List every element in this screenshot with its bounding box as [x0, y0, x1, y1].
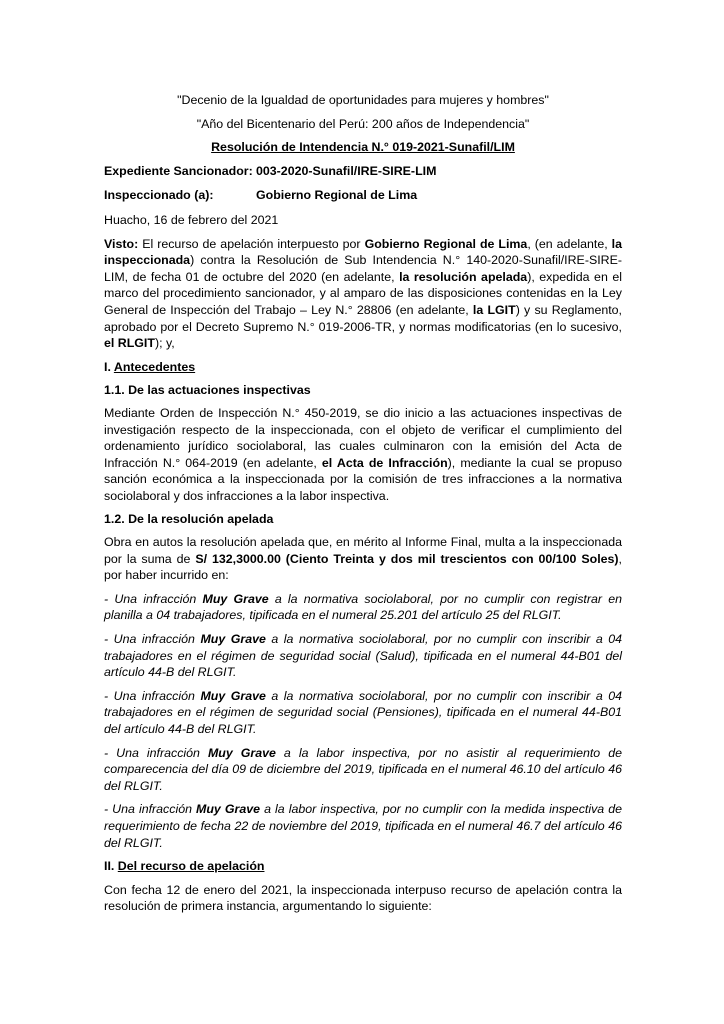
resolucion-paragraph — [104, 534, 622, 584]
year-motto: "Año del Bicentenario del Perú: 200 años de Independencia" — [196, 116, 530, 131]
section-recurso-heading — [104, 858, 622, 875]
severity-label: Muy Grave — [202, 591, 269, 606]
inspeccionado-value: Gobierno Regional de Lima — [256, 188, 418, 203]
severity-label: Muy Grave — [200, 688, 266, 703]
paragraph-text: Mediante Orden de Inspección N.° 450-2019, se dio inicio a las actuaciones inspectivas de investigación respecto de la inspeccionada, con el objeto de verificar el cumplimiento del ordenamiento jurídico sociolaboral, las cuales culminaron con la emisión del Acta de Infracción N.° 064-2019 (en adelante, — [104, 405, 622, 470]
item-text: - Una infracción — [104, 745, 208, 760]
visto-paragraph — [104, 236, 622, 352]
expediente-label: Expediente Sancionador: — [104, 163, 253, 178]
visto-bold: Gobierno Regional de Lima — [364, 236, 528, 251]
severity-label: Muy Grave — [207, 745, 276, 760]
visto-text: El recurso de apelación interpuesto por — [138, 236, 365, 251]
visto-text: ) y su Reglamento, aprobado por el Decreto Supremo N.° 019-2006-TR, y normas modificatorias (en lo sucesivo, — [104, 302, 622, 334]
infraction-item — [104, 801, 622, 851]
item-text: - Una infracción — [104, 802, 197, 817]
item-text: - Una infracción — [104, 632, 201, 647]
expediente-value: 003-2020-Sunafil/IRE-SIRE-LIM — [256, 163, 437, 178]
severity-label: Muy Grave — [196, 802, 261, 817]
paragraph-text: Obra en autos la resolución apelada que, en mérito al Informe Final, multa a la inspeccionada por la suma de — [104, 535, 622, 566]
infraction-item — [104, 745, 622, 795]
visto-text: ), expedida en el marco del procedimiento sancionador, y al amparo de las disposiciones contenidas en la Ley General de Inspección del Trabajo – Ley N.° 28806 (en adelante, — [104, 269, 622, 317]
visto-bold: la LGIT — [472, 302, 516, 317]
subsection-actuaciones-heading: 1.1. De las actuaciones inspectivas — [104, 383, 311, 398]
infraction-item — [104, 591, 622, 624]
recurso-paragraph: Con fecha 12 de enero del 2021, la inspeccionada interpuso recurso de apelación contra la resolución de primera instancia, argumentando lo siguiente: — [104, 882, 622, 914]
document-page — [104, 92, 622, 915]
fine-amount: S/ 132,3000.00 (Ciento Treinta y dos mil trescientos con 00/100 Soles) — [195, 551, 619, 566]
visto-bold: la resolución apelada — [399, 269, 528, 284]
item-text: - Una infracción — [104, 591, 203, 606]
actuaciones-paragraph — [104, 405, 622, 505]
decade-motto: "Decenio de la Igualdad de oportunidades para mujeres y hombres" — [177, 93, 549, 107]
visto-text: , (en adelante, — [527, 236, 612, 251]
item-text: a la labor inspectiva, por no cumplir con la medida inspectiva de requerimiento de fecha 22 de noviembre del 2019, tipificada en el numeral 46.7 del artículo 46 del RLGIT. — [104, 802, 623, 850]
infraction-item — [104, 631, 622, 681]
item-text: - Una infracción — [104, 688, 201, 703]
section-antecedentes-heading — [104, 359, 622, 376]
resolution-title: Resolución de Intendencia N.° 019-2021-Sunafil/LIM — [211, 140, 515, 155]
infraction-item — [104, 688, 622, 738]
item-text: a la normativa sociolaboral, por no cumplir con registrar en planilla a 04 trabajadores, tipificada en el numeral 25.201 del artículo 25 del RLGIT. — [104, 591, 622, 623]
visto-bold: el RLGIT — [104, 336, 155, 351]
paragraph-text: ), mediante la cual se propuso sanción económica a la inspeccionada por la comisión de tres infracciones a la normativa sociolaboral y dos infracciones a la labor inspectiva. — [104, 455, 622, 503]
inspeccionado-row — [104, 187, 622, 204]
item-text: a la labor inspectiva, por no asistir al requerimiento de comparecencia del día 09 de diciembre del 2019, tipificada en el numeral 46.10 del artículo 46 del RLGIT. — [104, 745, 622, 793]
place-date: Huacho, 16 de febrero del 2021 — [104, 212, 279, 227]
visto-label: Visto: — [104, 236, 139, 251]
paragraph-text: , por haber incurrido en: — [104, 551, 622, 583]
inspeccionado-label: Inspeccionado (a): — [104, 188, 214, 203]
paragraph-bold: el Acta de Infracción — [321, 455, 448, 470]
item-text: a la normativa sociolaboral, por no cumplir con inscribir a 04 trabajadores en el régimen de seguridad social (Salud), tipificada en el numeral 44-B01 del artículo 44-B del RLGIT. — [104, 632, 623, 680]
subsection-resolucion-heading: 1.2. De la resolución apelada — [104, 512, 274, 527]
visto-text: ); y, — [154, 336, 175, 351]
section-number: I. — [104, 359, 114, 374]
section-number: II. — [104, 859, 118, 874]
expediente-row — [104, 163, 622, 180]
section-title: Del recurso de apelación — [117, 859, 265, 874]
visto-bold: la inspeccionada — [104, 236, 622, 268]
visto-text: ) contra la Resolución de Sub Intendencia N.° 140-2020-Sunafil/IRE-SIRE-LIM, de fecha 01 de octubre del 2020 (en adelante, — [104, 253, 622, 284]
section-title: Antecedentes — [113, 359, 196, 374]
severity-label: Muy Grave — [200, 632, 266, 647]
item-text: a la normativa sociolaboral, por no cumplir con inscribir a 04 trabajadores en el régimen de seguridad social (Pensiones), tipificada en el numeral 44-B01 del artículo 44-B del RLGIT. — [104, 688, 623, 736]
